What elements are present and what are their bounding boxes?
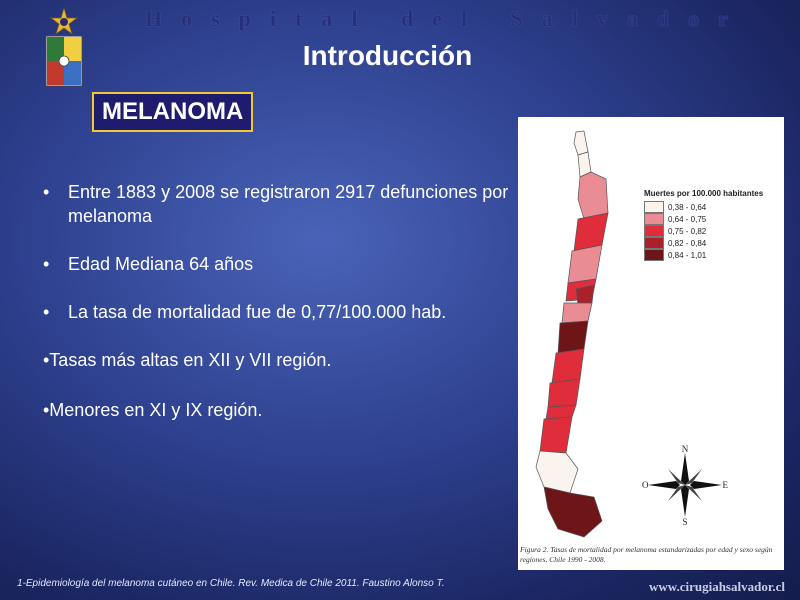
region-ix [548,379,580,407]
chile-mortality-map-panel [518,117,784,570]
region-xi [536,451,578,493]
footer-website-link[interactable]: www.cirugiahsalvador.cl [649,579,786,594]
legend-label: 0,75 - 0,82 [668,226,707,236]
region-vii [558,321,588,353]
compass-east-label: E [722,480,728,490]
region-xv [574,131,588,155]
legend-label: 0,82 - 0,84 [668,238,707,248]
legend-label: 0,64 - 0,75 [668,214,707,224]
compass-north-label: N [681,445,689,454]
region-iv [568,245,602,283]
compass-rose-icon [640,445,730,525]
bullet-text: La tasa de mortalidad fue de 0,77/100.000 hab. [68,302,447,322]
legend-label: 0,84 - 1,01 [668,250,707,260]
bullet-marker: • [43,182,50,202]
bullet-text: Entre 1883 y 2008 se registraron 2917 defunciones por melanoma [68,182,509,226]
legend-row [644,213,763,225]
legend-title: Muertes por 100.000 habitantes [644,189,764,198]
compass-south-label: S [682,517,688,525]
star-emblem [51,8,77,34]
region-ii [578,172,608,219]
legend-swatch [644,249,664,261]
legend-label: 0,38 - 0,64 [668,202,707,212]
region-xii [544,487,602,537]
bullet-marker: • [43,302,50,322]
slide-title: Introducción [302,40,473,71]
region-x [540,417,572,453]
note-highest-rates: •Tasas más altas en XII y VII región. [43,350,332,370]
legend-swatch [644,201,664,213]
legend-swatch [644,225,664,237]
compass-west-label: O [642,480,649,490]
map-legend [644,189,763,261]
legend-swatch [644,237,664,249]
legend-swatch [644,213,664,225]
legend-row [644,225,763,237]
bullet-marker: • [43,254,50,274]
region-iii [574,213,608,251]
note-lowest-rates: •Menores en XI y IX región. [43,400,263,420]
melanoma-badge: MELANOMA [92,92,253,132]
legend-row [644,201,763,213]
legend-row [644,249,763,261]
legend-row [644,237,763,249]
hospital-name-header: Hospital del Salvador [145,6,747,31]
region-viii [552,349,584,383]
map-caption: Figura 2. Tasas de mortalidad por melanoma estandarizadas por edad y sexo según regiones, Chile 1990 - 2008. [520,545,773,564]
footer-reference: 1-Epidemiología del melanoma cutáneo en Chile. Rev. Medica de Chile 2011. Faustino Alonso T. [17,578,445,589]
bullet-text: Edad Mediana 64 años [68,254,254,274]
region-vi [562,303,592,323]
